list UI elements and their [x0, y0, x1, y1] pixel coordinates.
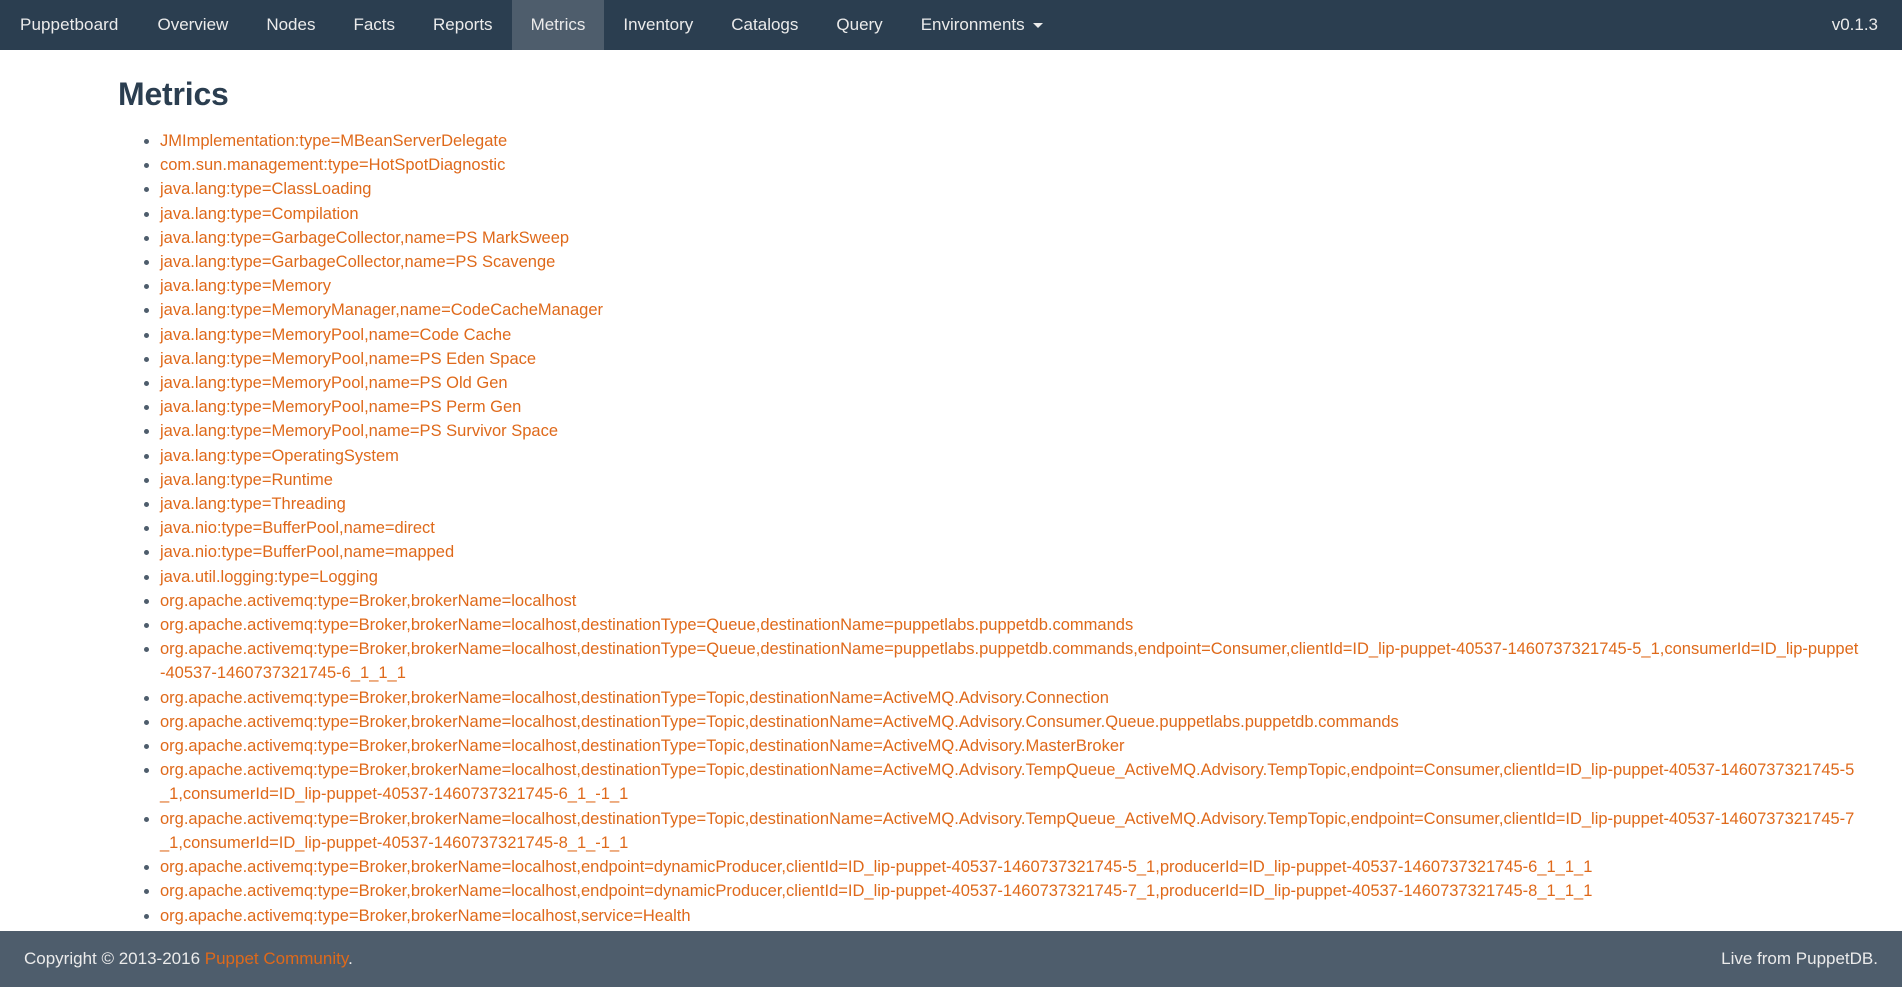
content-container [118, 76, 1862, 952]
footer-copyright-prefix: Copyright © 2013-2016 [24, 949, 205, 968]
page-title: Metrics [118, 76, 229, 112]
list-item [160, 879, 1862, 903]
list-item [160, 758, 1862, 806]
metric-link[interactable]: java.lang:type=GarbageCollector,name=PS MarkSweep [160, 228, 570, 247]
list-item [160, 177, 1862, 201]
nav-item-catalogs[interactable] [712, 0, 817, 50]
list-item [160, 855, 1862, 879]
list-item [160, 274, 1862, 298]
nav-item-label: Facts [353, 15, 396, 34]
list-item [160, 710, 1862, 734]
footer-copyright [24, 949, 353, 969]
top-navbar [0, 0, 1902, 50]
nav-list-item [604, 0, 712, 50]
nav-item-inventory[interactable] [604, 0, 712, 50]
list-item [160, 807, 1862, 855]
nav-item-label: Reports [433, 15, 493, 34]
nav-item-label: Query [836, 15, 883, 34]
nav-item-label: Overview [157, 15, 229, 34]
chevron-down-icon [1033, 23, 1043, 28]
metric-link[interactable]: org.apache.activemq:type=Broker,brokerName=localhost,endpoint=dynamicProducer,clientId=ID_lip-puppet-40537-1460737321745-5_1,producerId=ID_lip-puppet-40537-1460737321745-6_1_1_1 [160, 858, 1593, 877]
metric-link[interactable]: java.nio:type=BufferPool,name=mapped [160, 543, 455, 562]
metric-link[interactable]: java.lang:type=MemoryManager,name=CodeCacheManager [160, 301, 604, 320]
list-item [160, 540, 1862, 564]
nav-item-label: Inventory [623, 15, 694, 34]
nav-item-facts[interactable] [334, 0, 414, 50]
list-item [160, 323, 1862, 347]
list-item [160, 589, 1862, 613]
metric-link[interactable]: org.apache.activemq:type=Broker,brokerName=localhost [160, 591, 577, 610]
nav-item-label: Catalogs [731, 15, 799, 34]
nav-list-item [512, 0, 605, 50]
metric-link[interactable]: org.apache.activemq:type=Broker,brokerName=localhost,destinationType=Topic,destinationName=ActiveMQ.Advisory.TempQueue_ActiveMQ.Advisory.TempTopic,endpoint=Consumer,clientId=ID_lip-puppet-40537-1460737321745-5_1,consumerId=ID_lip-puppet-40537-1460737321745-6_1_-1_1 [160, 761, 1855, 804]
metric-link[interactable]: java.lang:type=Runtime [160, 470, 333, 489]
list-item [160, 734, 1862, 758]
list-item [160, 250, 1862, 274]
list-item [160, 419, 1862, 443]
metric-link[interactable]: java.lang:type=MemoryPool,name=PS Perm Gen [160, 398, 522, 417]
metric-link[interactable]: org.apache.activemq:type=Broker,brokerName=localhost,destinationType=Topic,destinationName=ActiveMQ.Advisory.MasterBroker [160, 737, 1125, 756]
metric-link[interactable]: java.lang:type=ClassLoading [160, 180, 372, 199]
list-item [160, 202, 1862, 226]
metric-link[interactable]: java.lang:type=GarbageCollector,name=PS Scavenge [160, 253, 556, 272]
nav-item-metrics[interactable] [512, 0, 605, 50]
metric-link[interactable]: JMImplementation:type=MBeanServerDelegate [160, 132, 508, 150]
metric-link[interactable]: java.nio:type=BufferPool,name=direct [160, 519, 435, 538]
footer-status: Live from PuppetDB. [1721, 949, 1878, 968]
list-item [160, 371, 1862, 395]
nav-item-nodes[interactable] [247, 0, 334, 50]
metric-link[interactable]: org.apache.activemq:type=Broker,brokerName=localhost,destinationType=Queue,destinationName=puppetlabs.puppetdb.commands [160, 616, 1134, 635]
nav-list-item [414, 0, 512, 50]
nav-list-item [817, 0, 901, 50]
metric-link[interactable]: java.lang:type=OperatingSystem [160, 446, 399, 465]
nav-list-item [247, 0, 334, 50]
footer-copyright-suffix: . [348, 949, 353, 968]
list-item [160, 686, 1862, 710]
nav-list-item [138, 0, 247, 50]
nav-item-overview[interactable] [138, 0, 247, 50]
page-footer [0, 931, 1902, 987]
metric-link[interactable]: java.lang:type=MemoryPool,name=PS Old Gen [160, 374, 508, 393]
list-item [160, 444, 1862, 468]
list-item [160, 347, 1862, 371]
version-label: v0.1.3 [1831, 15, 1878, 34]
nav-item-label: Metrics [530, 15, 586, 34]
metric-link[interactable]: java.util.logging:type=Logging [160, 567, 378, 586]
nav-item-query[interactable] [817, 0, 901, 50]
metric-link[interactable]: org.apache.activemq:type=Broker,brokerName=localhost,service=Health [160, 906, 691, 925]
footer-community-link[interactable]: Puppet Community [204, 949, 349, 968]
list-item [160, 613, 1862, 637]
nav-item-label: Nodes [266, 15, 316, 34]
list-item [160, 468, 1862, 492]
list-item [160, 298, 1862, 322]
list-item [160, 395, 1862, 419]
list-item [160, 153, 1862, 177]
metric-link[interactable]: java.lang:type=MemoryPool,name=Code Cache [160, 325, 512, 344]
brand-puppetboard[interactable]: Puppetboard [20, 15, 119, 34]
metric-link[interactable]: org.apache.activemq:type=Broker,brokerName=localhost,destinationType=Queue,destinationName=puppetlabs.puppetdb.commands,endpoint=Consumer,clientId=ID_lip-puppet-40537-1460737321745-5_1,consumerId=ID_lip-puppet-40537-1460737321745-6_1_1_1 [160, 640, 1859, 683]
metric-link[interactable]: org.apache.activemq:type=Broker,brokerName=localhost,destinationType=Topic,destinationName=ActiveMQ.Advisory.Consumer.Queue.puppetlabs.puppetdb.commands [160, 712, 1399, 731]
metric-link[interactable]: org.apache.activemq:type=Broker,brokerName=localhost,destinationType=Topic,destinationName=ActiveMQ.Advisory.Connection [160, 688, 1109, 707]
nav-item-label: Environments [920, 15, 1025, 34]
metric-link[interactable]: com.sun.management:type=HotSpotDiagnostic [160, 156, 506, 175]
list-item [160, 516, 1862, 540]
nav-item-environments[interactable] [902, 0, 1062, 50]
metric-link[interactable]: java.lang:type=Compilation [160, 204, 359, 223]
nav-list-item [334, 0, 414, 50]
metric-link[interactable]: java.lang:type=Memory [160, 277, 332, 296]
list-item [160, 904, 1862, 928]
list-item [160, 637, 1862, 685]
metric-link[interactable]: org.apache.activemq:type=Broker,brokerName=localhost,endpoint=dynamicProducer,clientId=ID_lip-puppet-40537-1460737321745-7_1,producerId=ID_lip-puppet-40537-1460737321745-8_1_1_1 [160, 882, 1593, 901]
list-item [160, 129, 1862, 153]
list-item [160, 565, 1862, 589]
nav-list-item [712, 0, 817, 50]
list-item [160, 226, 1862, 250]
list-item [160, 492, 1862, 516]
metrics-list [118, 129, 1862, 952]
nav-item-reports[interactable] [414, 0, 512, 50]
metric-link[interactable]: org.apache.activemq:type=Broker,brokerName=localhost,destinationType=Topic,destinationName=ActiveMQ.Advisory.TempQueue_ActiveMQ.Advisory.TempTopic,endpoint=Consumer,clientId=ID_lip-puppet-40537-1460737321745-7_1,consumerId=ID_lip-puppet-40537-1460737321745-8_1_-1_1 [160, 809, 1855, 852]
primary-nav [138, 0, 1061, 50]
metric-link[interactable]: java.lang:type=MemoryPool,name=PS Eden Space [160, 349, 537, 368]
nav-list-item [902, 0, 1062, 50]
metric-link[interactable]: java.lang:type=MemoryPool,name=PS Survivor Space [160, 422, 559, 441]
metric-link[interactable]: java.lang:type=Threading [160, 495, 346, 514]
page-content [0, 50, 1902, 931]
